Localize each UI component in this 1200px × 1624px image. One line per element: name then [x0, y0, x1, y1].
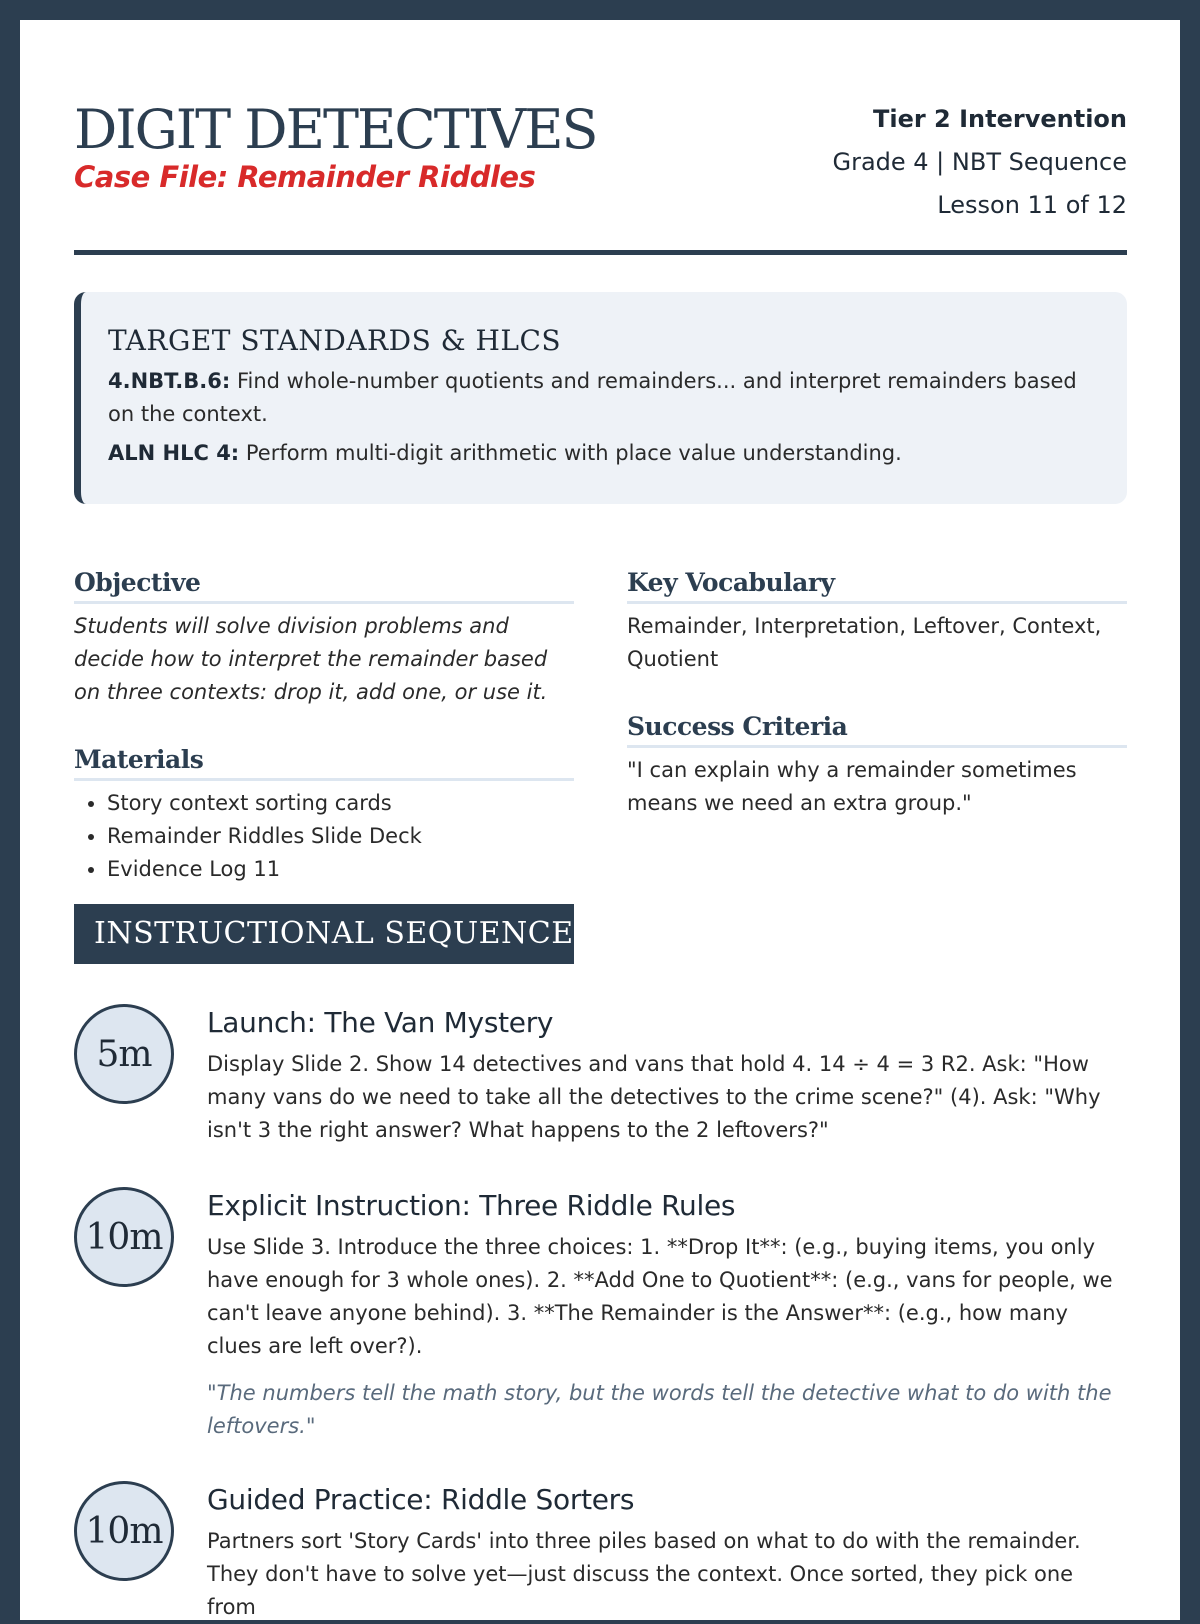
time-badge: 5m [74, 1004, 174, 1104]
step-title: Guided Practice: Riddle Sorters [207, 1483, 635, 1516]
step-text: Partners sort 'Story Cards' into three piles based on what to do with the remainder. They don't have to solve yet—just discuss the context. Once sorted, they pick one from [207, 1529, 1081, 1619]
lesson-meta [832, 98, 1127, 227]
sequence-heading: INSTRUCTIONAL SEQUENCE [74, 904, 574, 964]
objective-text: Students will solve division problems and decide how to interpret the remainder based on three contexts: drop it, add one, or use it. [74, 614, 548, 704]
lesson-number: Lesson 11 of 12 [937, 191, 1127, 219]
standard-code: ALN HLC 4: [108, 441, 240, 465]
step-title: Explicit Instruction: Three Riddle Rules [207, 1189, 736, 1222]
materials-heading: Materials [74, 745, 574, 781]
materials-list [74, 787, 574, 886]
left-column [74, 568, 574, 886]
step-body [207, 1187, 1127, 1443]
success-criteria-heading: Success Criteria [627, 712, 1127, 748]
tier-label: Tier 2 Intervention [872, 105, 1127, 133]
step-body [207, 1004, 1127, 1147]
standards-heading: TARGET STANDARDS & HLCS [108, 324, 562, 357]
standard-item [108, 437, 1097, 470]
lesson-plan-page [20, 20, 1180, 1620]
list-item: • Evidence Log 11 [107, 853, 574, 886]
right-column [627, 568, 1127, 856]
step-title: Launch: The Van Mystery [207, 1006, 554, 1039]
standard-code: 4.NBT.B.6: [108, 369, 231, 393]
standard-item [108, 365, 1097, 431]
step-text: Use Slide 3. Introduce the three choices: 1. **Drop It**: (e.g., buying items, you only have enough for 3 whole ones). 2. **Add One to Quotient**: (e.g., vans for people, we can't leave anyone behind). 3. **The Remainder is the Answer**: (e.g., how many clues are left over?). [207, 1235, 1113, 1358]
header-divider [74, 250, 1127, 255]
page-title: DIGIT DETECTIVES [74, 98, 597, 161]
list-item: • Remainder Riddles Slide Deck [107, 820, 574, 853]
list-item: • Story context sorting cards [107, 787, 574, 820]
vocabulary-text: Remainder, Interpretation, Leftover, Context, Quotient [627, 614, 1102, 671]
header [74, 98, 1127, 258]
success-criteria-text: "I can explain why a remainder sometimes means we need an extra group." [627, 758, 1077, 815]
page-subtitle: Case File: Remainder Riddles [74, 160, 536, 194]
standards-box [74, 292, 1127, 504]
standard-text: Perform multi-digit arithmetic with place value understanding. [239, 441, 902, 465]
time-badge: 10m [74, 1481, 174, 1581]
vocabulary-heading: Key Vocabulary [627, 568, 1127, 604]
grade-label: Grade 4 | NBT Sequence [832, 148, 1127, 176]
standard-text: Find whole-number quotients and remainders... and interpret remainders based on the context. [108, 369, 1077, 426]
step-body [207, 1481, 1127, 1624]
objective-heading: Objective [74, 568, 574, 604]
time-badge: 10m [74, 1187, 174, 1287]
step-quote: "The numbers tell the math story, but the words tell the detective what to do with the leftovers." [207, 1381, 1112, 1438]
step-text: Display Slide 2. Show 14 detectives and vans that hold 4. 14 ÷ 4 = 3 R2. Ask: "How many vans do we need to take all the detectives to the crime scene?" (4). Ask: "Why isn't 3 the right answer? What happens to the 2 leftovers?" [207, 1052, 1101, 1142]
